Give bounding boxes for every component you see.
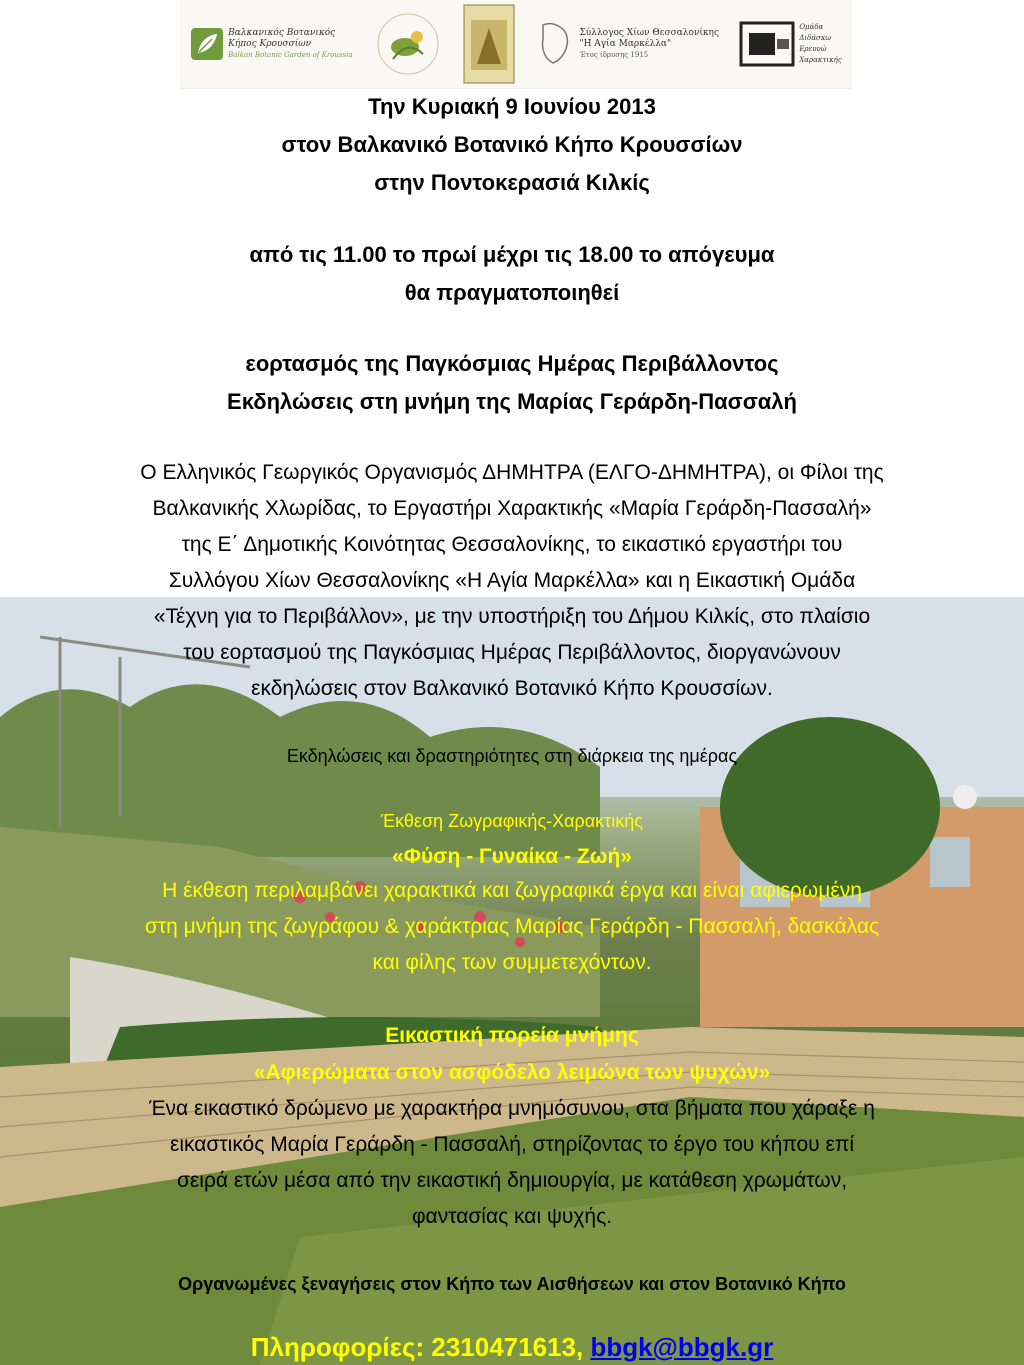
logo-line: "Η Αγία Μαρκέλλα" [579,38,672,49]
logo-strip [180,0,852,89]
event-celebration: εορτασμός της Παγκόσμιας Ημέρας Περιβάλλοντος [245,351,779,376]
logo-line: Έτος ίδρυσης 1915 [579,50,649,59]
exhibition-title: Έκθεση Ζωγραφικής-Χαρακτικής [381,811,643,831]
memorial-walk-description: εικαστικός Μαρία Γεράρδη - Πασσαλή, στηρίζοντας το έργο του κήπου επί [169,1133,855,1156]
exhibition-description: Η έκθεση περιλαμβάνει χαρακτικά και ζωγραφικά έργα και είναι αφιερωμένη [162,879,862,902]
logo-line: Ομάδα [799,23,824,31]
event-venue: στον Βαλκανικό Βοτανικό Κήπο Κρουσσίων [281,132,743,157]
press-icon [739,19,795,69]
event-memorial: Εκδηλώσεις στη μνήμη της Μαρίας Γεράρδη-Πασσαλή [227,389,797,414]
map-outline-icon [535,19,575,69]
exhibition-description: στη μνήμη της ζωγράφου & χαράκτριας Μαρίας Γεράρδη - Πασσαλή, δασκάλας [144,915,880,938]
memorial-walk-title: Εικαστική πορεία μνήμης [385,1024,639,1047]
logo-line: Διδάσκω [799,34,832,42]
logo-line: Balkan Botanic Garden of Kroussia [228,50,353,59]
garden-scene-image [0,597,1024,1365]
info-email-link[interactable]: bbgk@bbgk.gr [590,1332,774,1362]
garden-photo [0,597,1024,1365]
event-date: Την Κυριακή 9 Ιουνίου 2013 [368,94,656,119]
friends-balkan-flora-logo [373,9,443,79]
logo-line: Χαρακτικής [799,56,842,64]
memorial-walk-description: σειρά ετών μέσα από την εικαστική δημιουργία, με κατάθεση χρωμάτων, [176,1169,848,1192]
intro-line: του εορτασμού της Παγκόσμιας Ημέρας Περιβάλλοντος, διοργανώνουν [183,641,841,664]
intro-line: της Ε΄ Δημοτικής Κοινότητας Θεσσαλονίκης, το εικαστικό εργαστήρι του [181,533,843,556]
memorial-walk-description: Ένα εικαστικό δρώμενο με χαρακτήρα μνημόσυνου, στα βήματα που χάραξε η [149,1097,875,1120]
leaf-icon [190,27,224,61]
intro-line: «Τέχνη για το Περιβάλλον», με την υποστήριξη του Δήμου Κιλκίς, στο πλαίσιο [153,605,871,628]
logo-line: Ερευνώ [799,45,827,53]
logo-line: Κήπος Κρουσσίων [228,38,312,49]
info-line [0,1332,1024,1363]
info-phone: Πληροφορίες: 2310471613, [250,1332,591,1362]
logo-line: Βαλκανικός Βοτανικός [228,27,336,38]
memorial-walk-description: φαντασίας και ψυχής. [411,1205,613,1228]
event-hours: από τις 11.00 το πρωί μέχρι τις 18.00 το απόγευμα [249,242,775,267]
art-group-logo [739,19,841,69]
logo-line: Σύλλογος Χίων Θεσσαλονίκης [579,27,719,38]
event-location: στην Ποντοκερασιά Κιλκίς [374,170,650,195]
memorial-walk-name: «Αφιερώματα στον ασφόδελο λειμώνα των ψυχών» [253,1061,771,1084]
flower-emblem-icon [373,9,443,79]
guided-tours: Οργανωμένες ξεναγήσεις στον Κήπο των Αισθήσεων και στον Βοτανικό Κήπο [178,1274,846,1294]
balkan-botanic-garden-logo [190,27,352,61]
chios-association-logo [535,19,719,69]
art-environment-icon [463,4,515,84]
exhibition-description: και φίλης των συμμετεχόντων. [372,951,652,974]
intro-line: Βαλκανικής Χλωρίδας, το Εργαστήρι Χαρακτικής «Μαρία Γεράρδη-Πασσαλή» [152,497,872,520]
intro-line: εκδηλώσεις στον Βαλκανικό Βοτανικό Κήπο Κρουσσίων. [251,677,773,700]
event-will-take-place: θα πραγματοποιηθεί [404,280,620,305]
intro-line: Συλλόγου Χίων Θεσσαλονίκης «Η Αγία Μαρκέλλα» και η Εικαστική Ομάδα [168,569,856,592]
art-for-environment-logo [463,4,515,84]
intro-line: Ο Ελληνικός Γεωργικός Οργανισμός ΔΗΜΗΤΡΑ (ΕΛΓΟ-ΔΗΜΗΤΡΑ), οι Φίλοι της [140,461,884,484]
exhibition-name: «Φύση - Γυναίκα - Ζωή» [392,845,632,868]
activities-heading: Εκδηλώσεις και δραστηριότητες στη διάρκεια της ημέρας [286,746,738,766]
